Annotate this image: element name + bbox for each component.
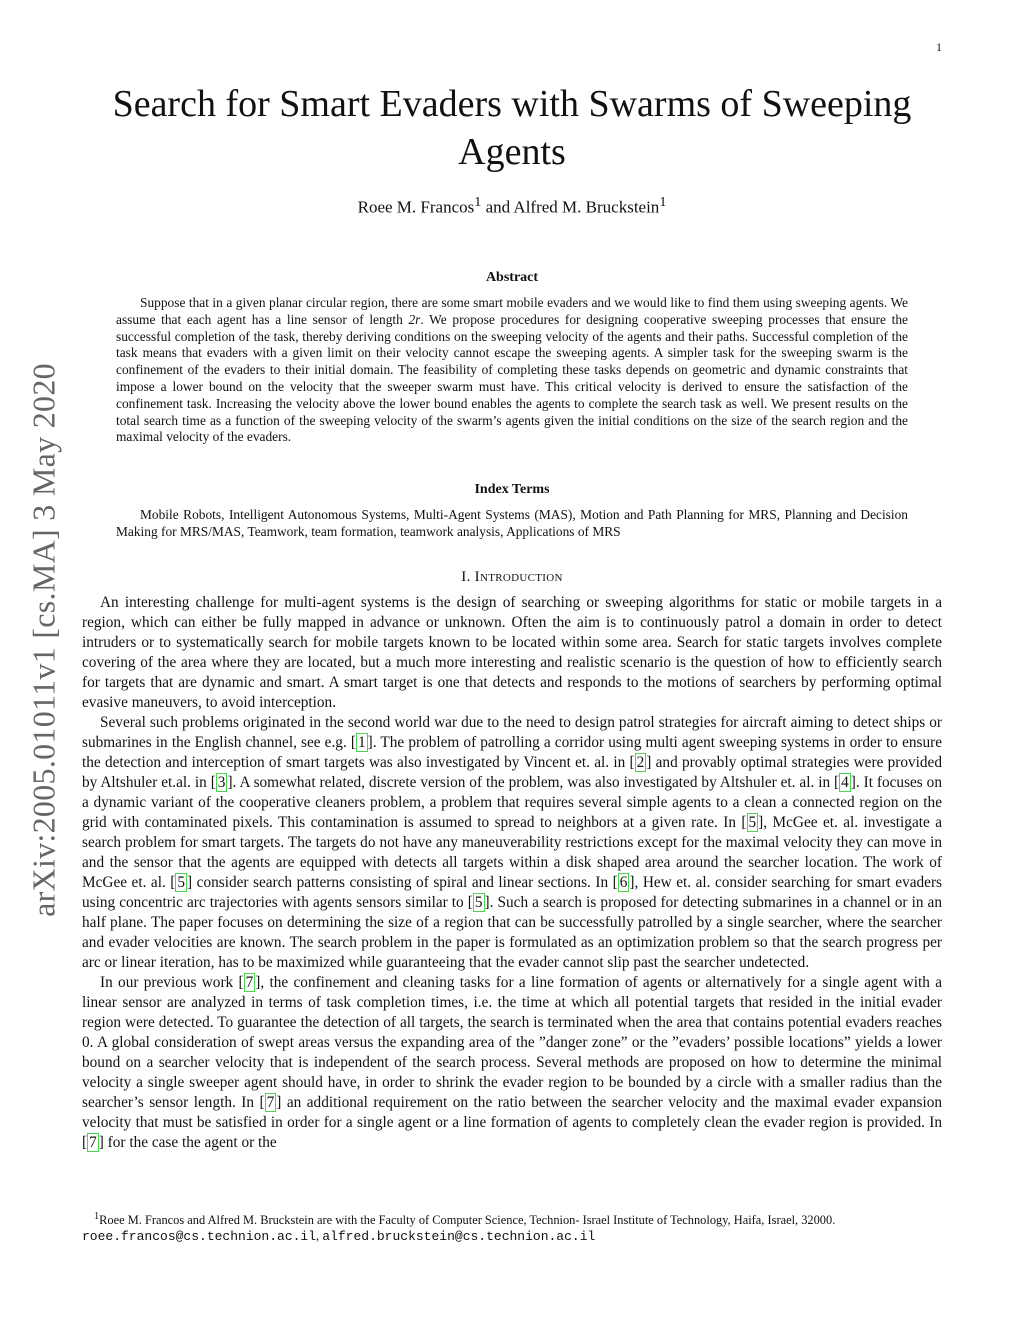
abstract-text-a: Suppose that in a given planar circular region, there are some smart mobile evaders and we would like to find them using sweeping agents. We assume that each agent has a line sensor of length — [116, 295, 908, 327]
footnote-affiliation: Roee M. Francos and Alfred M. Bruckstein are with the Faculty of Computer Science, Technion- Israel Institute of Technology, Haifa, Israel, 32000. — [99, 1213, 836, 1228]
paper-title: Search for Smart Evaders with Swarms of Sweeping Agents — [112, 83, 912, 173]
email-link-1[interactable]: roee.francos@cs.technion.ac.il — [82, 1229, 317, 1245]
text-run: ]. The problem of patrolling a corridor using multi agent sweeping systems in order to ensure the detection and interception of smart targets was also investigated by Vincent et. al. in [ — [82, 734, 942, 771]
text-run: ] and provably optimal strategies were provided by Altshuler et.al. in [ — [82, 754, 942, 791]
paragraph-3 — [82, 973, 942, 1153]
citation-link[interactable]: 5 — [177, 874, 186, 891]
text-run: . A global consideration of swept areas versus the expanding area of the ”danger zone” or the ”evaders’ possible locations” yields a lower bound on a searcher velocity that is independent of the search process. Several methods are proposed on how to determine the minimal velocity a single sweeper agent should have, in order to shrink the evader region to be bounded by a circle with a smaller radius than the searcher’s sensor length. In [ — [82, 1034, 942, 1111]
citation-link[interactable]: 1 — [357, 734, 366, 751]
abstract-body — [116, 295, 908, 446]
abstract-math: 2r — [408, 311, 421, 327]
introduction-body — [82, 593, 942, 1153]
affiliation-mark-1: 1 — [474, 194, 482, 210]
text-run: ], the confinement and cleaning tasks for a line formation of agents or alternatively for a single agent with a linear sensor are analyzed in terms of task completion times, i.e. the time at which all potential targets that resided in the initial evader region were detected. To guarantee the detection of all targets, the search is terminated when the area that contains potential evaders reaches — [82, 974, 942, 1031]
email-separator: , — [316, 1229, 320, 1244]
footnote-emails — [82, 1228, 942, 1245]
index-terms-heading: Index Terms — [474, 482, 550, 497]
text-run: Several such problems originated in the second world war due to the need to design patrol strategies for aircraft aiming to detect ships or submarines in the English channel, see e.g. [ — [82, 714, 942, 751]
authors-line — [82, 194, 942, 218]
citation-link[interactable]: 5 — [748, 814, 757, 831]
abstract-heading: Abstract — [485, 270, 539, 285]
citation-link[interactable]: 7 — [266, 1094, 275, 1111]
citation-link[interactable]: 6 — [619, 874, 628, 891]
text-run: ]. A somewhat related, discrete version of the problem, was also investigated by Altshuler et. al. in [ — [227, 774, 840, 791]
inline-math: 0 — [82, 1034, 90, 1051]
paragraph-1: An interesting challenge for multi-agent systems is the design of searching or sweeping algorithms for static or mobile targets in a region, which can either be fully mapped in advance or unknown. Often the aim is to continuously patrol a domain in order to detect intruders or to systematically search for mobile targets known to be located within some area. Search for static targets involves complete covering of the area where they are located, but a much more interesting and realistic scenario is the question of how to efficiently search for targets that are dynamic and smart. A smart target is one that detects and responds to the motions of searchers by performing optimal evasive maneuvers, to avoid interception. — [82, 594, 942, 711]
citation-link[interactable]: 2 — [636, 754, 645, 771]
citation-link[interactable]: 3 — [217, 774, 226, 791]
page-number: 1 — [936, 40, 942, 54]
affiliation-mark-2: 1 — [659, 194, 667, 210]
text-run: ] consider search patterns consisting of spiral and linear sections. In [ — [187, 874, 618, 891]
footnote-mark: 1 — [94, 1211, 100, 1222]
author-conjunction: and — [485, 197, 511, 217]
index-terms-body: Mobile Robots, Intelligent Autonomous Systems, Multi-Agent Systems (MAS), Motion and Path Planning for MRS, Planning and Decision Making for MRS/MAS, Teamwork, team formation, teamwork analysis, Applications of MRS — [116, 507, 908, 539]
citation-link[interactable]: 7 — [89, 1134, 97, 1151]
arxiv-stamp: arXiv:2005.01011v1 [cs.MA] 3 May 2020 — [25, 363, 62, 917]
text-run: ] an additional requirement on the ratio between the searcher velocity and the maximal evader expansion velocity that must be satisfied in order for a single agent or a line formation of agents to completely clean the evader region is provided. In [ — [82, 1094, 942, 1151]
text-run: In our previous work [ — [100, 974, 244, 991]
section-heading: I. Introduction — [461, 569, 563, 585]
footnote-text — [82, 1209, 942, 1228]
text-run: ], McGee et. al. investigate a search problem for smart targets. The targets do not have any maneuverability restrictions except for the maximal velocity they can move in and the sensor that the agents are equipped with detects all targets within a disk shaped area around the searcher location. The work of McGee et. al. [ — [82, 814, 942, 891]
citation-link[interactable]: 7 — [245, 974, 254, 991]
footnote — [82, 1209, 942, 1245]
author-2: Alfred M. Bruckstein — [513, 197, 660, 217]
text-run: ]. Such a search is proposed for detecting submarines in a channel or in an half plane. The paper focuses on determining the size of a region that can be successfully patrolled by a single searcher, where the searcher and evader velocities are known. The search problem in the paper is formulated as an optimization problem so that the search progress per arc or linear iteration, has to be maximized while guaranteeing that the evader cannot slip past the searcher undetected. — [82, 894, 942, 971]
author-1: Roee M. Francos — [357, 197, 475, 217]
citation-link[interactable]: 5 — [474, 894, 483, 911]
abstract-text-b: . We propose procedures for designing cooperative sweeping processes that ensure the successful completion of the task, thereby deriving conditions on the sweeping velocity of the agents and their paths. Successful completion of the task means that evaders with a given limit on their velocity cannot escape the sweeping agents. A simpler task for the sweeping swarm is the confinement of the evaders to their initial domain. The feasibility of completing these tasks depends on geometric and dynamic constraints that impose a lower bound on the velocity that the sweeper swarm must have. This critical velocity is derived to ensure the satisfaction of the confinement task. Increasing the velocity above the lower bound enables the agents to complete the search task as well. We present results on the total search time as a function of the sweeping velocity of the swarm’s agents given the initial conditions on the size of the search region and the maximal velocity of the evaders. — [116, 311, 908, 445]
text-run: ] for the case the agent or the — [98, 1134, 277, 1151]
text-run: ]. It focuses on a dynamic variant of the cooperative cleaners problem, a problem that requires several simple agents to a clean a connected region on the grid with contaminated pixels. This contamination is assumed to spread to neighbors at a given rate. In [ — [82, 774, 942, 831]
citation-link[interactable]: 4 — [841, 774, 849, 791]
email-link-2[interactable]: alfred.bruckstein@cs.technion.ac.il — [322, 1229, 596, 1245]
paragraph-2 — [82, 713, 942, 973]
text-run: ], Hew et. al. consider searching for smart evaders using concentric arc trajectories with agents sensors similar to [ — [82, 874, 943, 911]
